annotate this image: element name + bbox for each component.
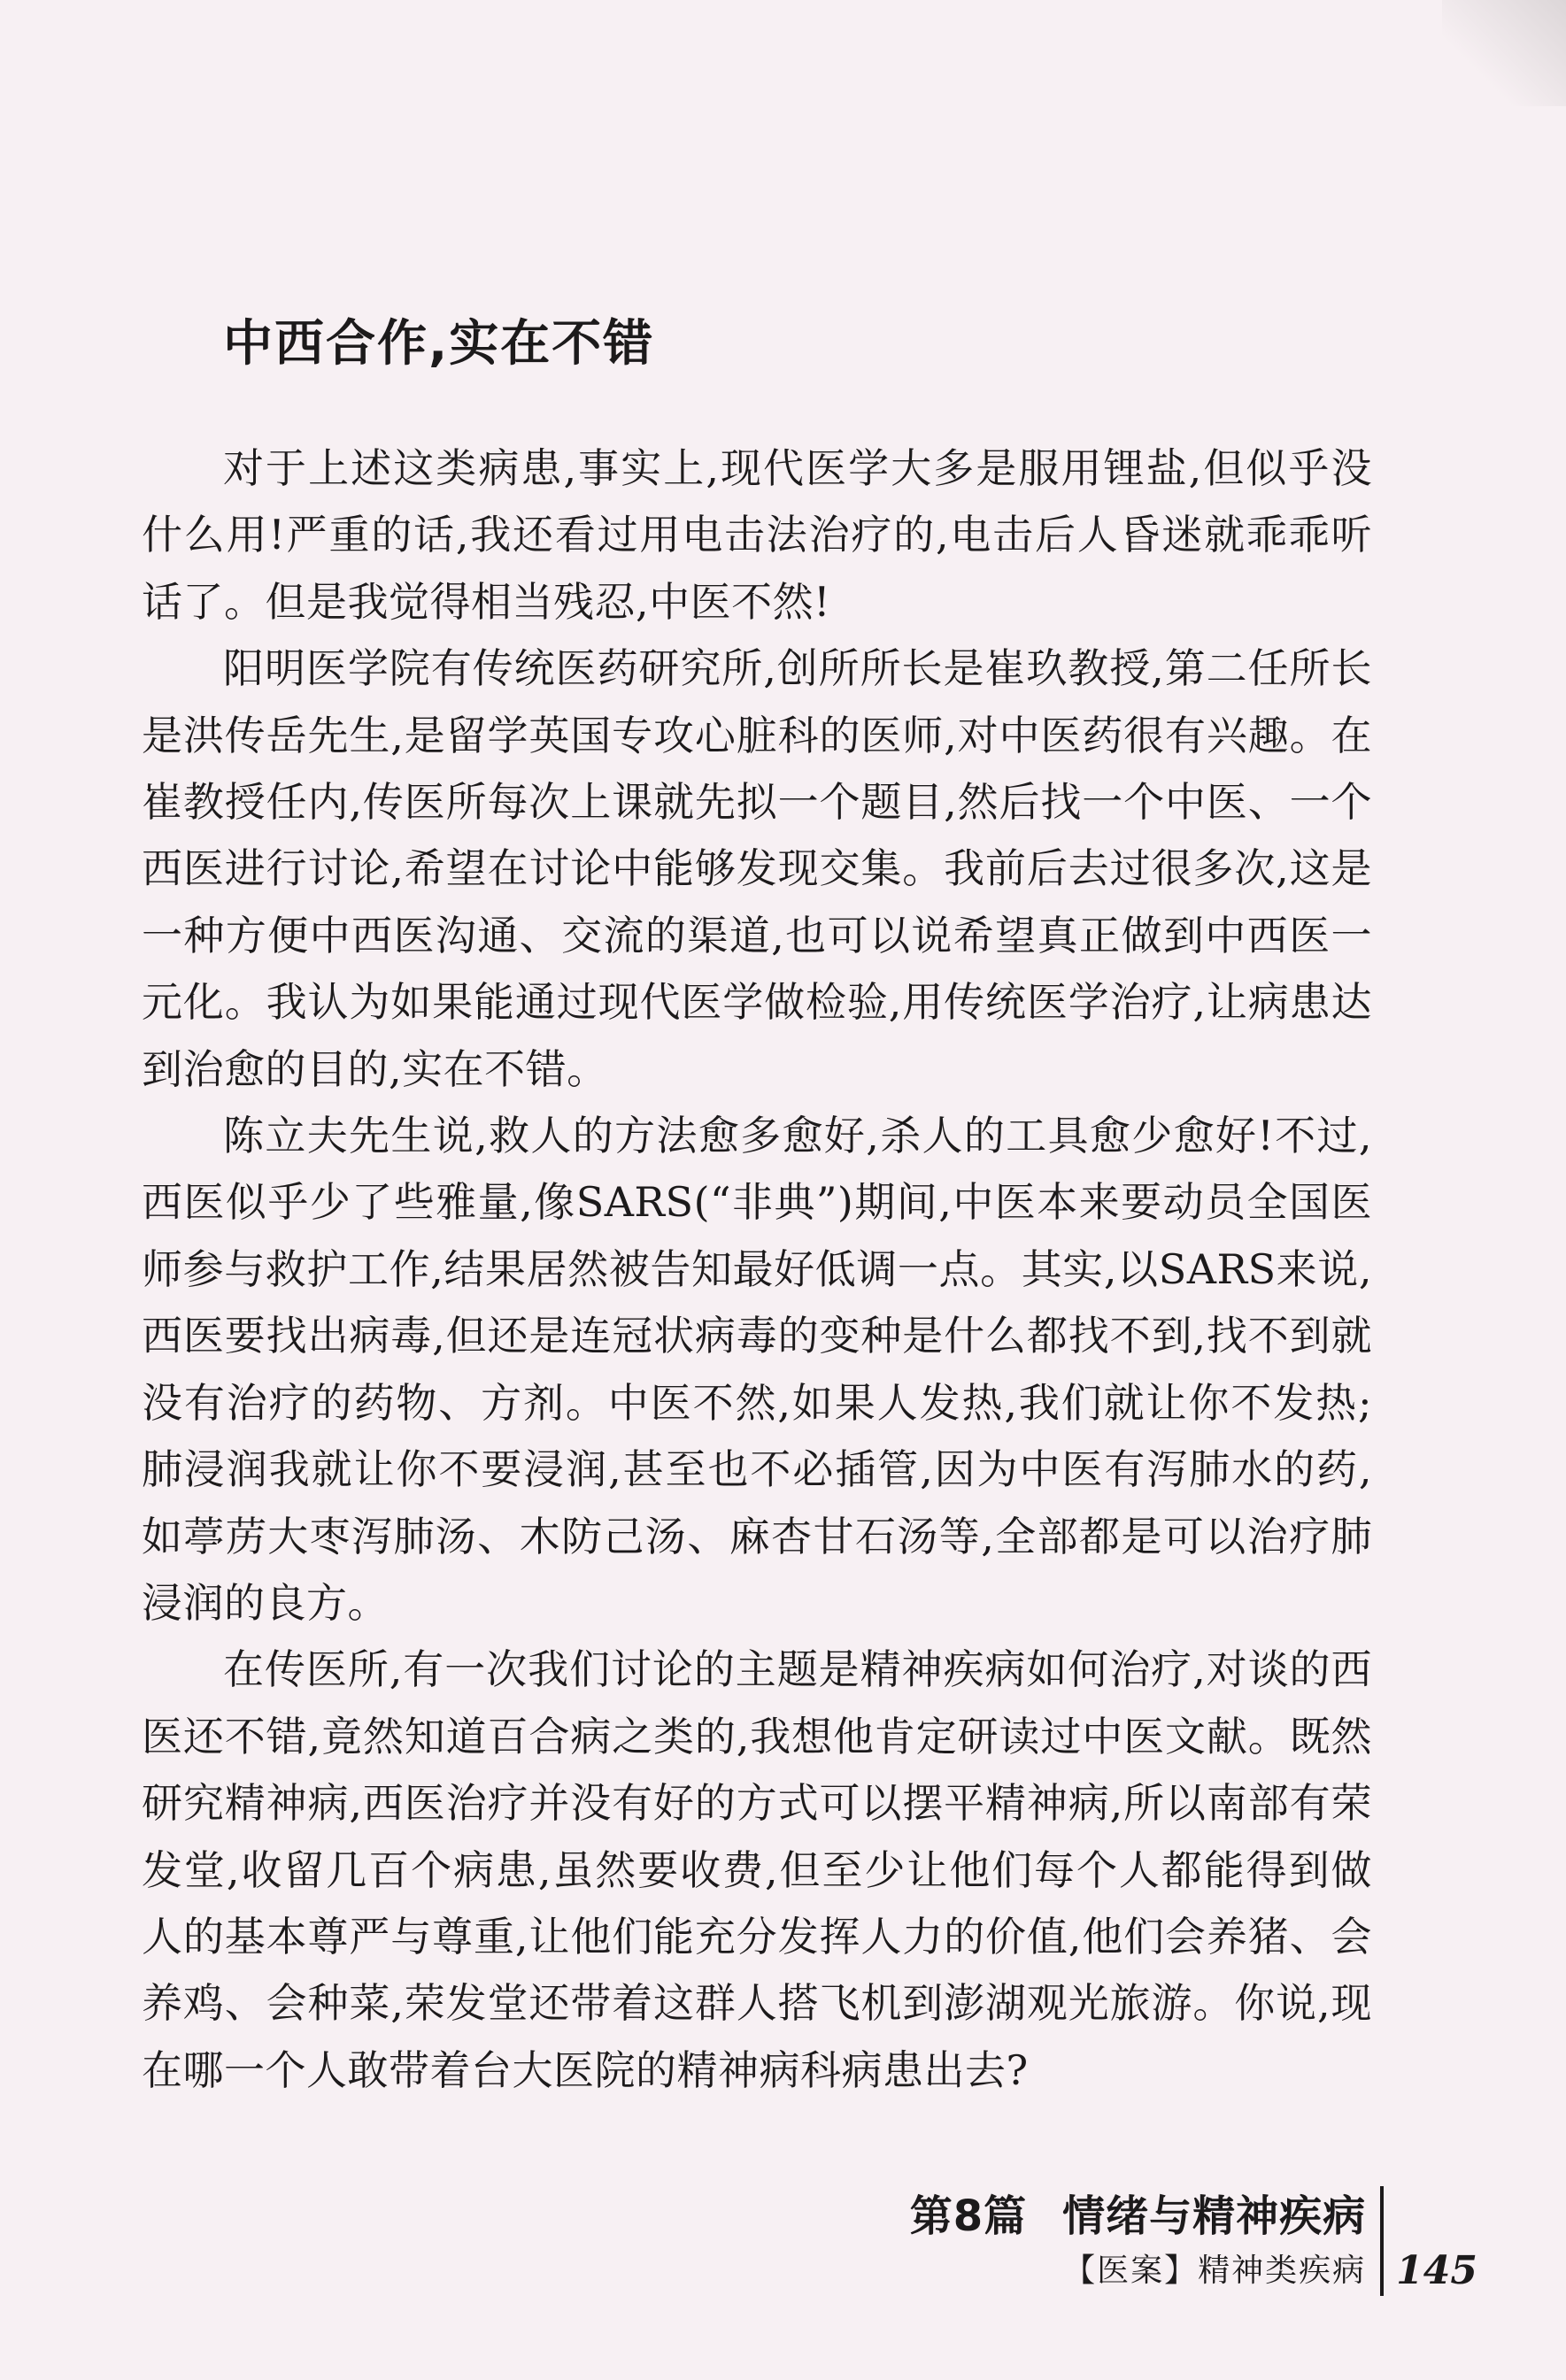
page-footer <box>910 2186 1477 2296</box>
page-number: 145 <box>1396 2248 1477 2293</box>
chapter-heading <box>910 2186 1366 2246</box>
section-title: 中西合作,实在不错 <box>223 315 655 373</box>
paragraph-4: 在传医所,有一次我们讨论的主题是精神疾病如何治疗,对谈的西医还不错,竟然知道百合病之类的,我想他肯定研读过中医文献。既然研究精神病,西医治疗并没有好的方式可以摆平精神病,所以南部有荣发堂,收留几百个病患,虽然要收费,但至少让他们每个人都能得到做人的基本尊严与尊重,让他们能充分发挥人力的价值,他们会养猪、会养鸡、会种菜,荣发堂还带着这群人搭飞机到澎湖观光旅游。你说,现在哪一个人敢带着台大医院的精神病科病患出去? <box>142 1645 1372 2094</box>
footer-running-head <box>910 2186 1384 2296</box>
paragraph-1: 对于上述这类病患,事实上,现代医学大多是服用锂盐,但似乎没什么用!严重的话,我还看过用电击法治疗的,电击后人昏迷就乖乖听话了。但是我觉得相当残忍,中医不然! <box>142 444 1372 626</box>
body-text <box>142 435 1372 2104</box>
chapter-title: 情绪与精神疾病 <box>1062 2191 1367 2241</box>
page-corner-shadow <box>1442 0 1566 106</box>
paragraph-3: 陈立夫先生说,救人的方法愈多愈好,杀人的工具愈少愈好!不过,西医似乎少了些雅量,像SARS(“非典”)期间,中医本来要动员全国医师参与救护工作,结果居然被告知最好低调一点。其实,以SARS来说,西医要找出病毒,但还是连冠状病毒的变种是什么都找不到,找不到就没有治疗的药物、方剂。中医不然,如果人发热,我们就让你不发热;肺浸润我就让你不要浸润,甚至也不必插管,因为中医有泻肺水的药,如葶苈大枣泻肺汤、木防己汤、麻杏甘石汤等,全部都是可以治疗肺浸润的良方。 <box>142 1112 1372 1627</box>
chapter-number: 第8篇 <box>909 2191 1028 2241</box>
chapter-subtitle: 【医案】精神类疾病 <box>1063 2253 1367 2289</box>
paragraph-2: 阳明医学院有传统医药研究所,创所所长是崔玖教授,第二任所长是洪传岳先生,是留学英国专攻心脏科的医师,对中医药很有兴趣。在崔教授任内,传医所每次上课就先拟一个题目,然后找一个中医、一个西医进行讨论,希望在讨论中能够发现交集。我前后去过很多次,这是一种方便中西医沟通、交流的渠道,也可以说希望真正做到中西医一元化。我认为如果能通过现代医学做检验,用传统医学治疗,让病患达到治愈的目的,实在不错。 <box>142 644 1372 1093</box>
